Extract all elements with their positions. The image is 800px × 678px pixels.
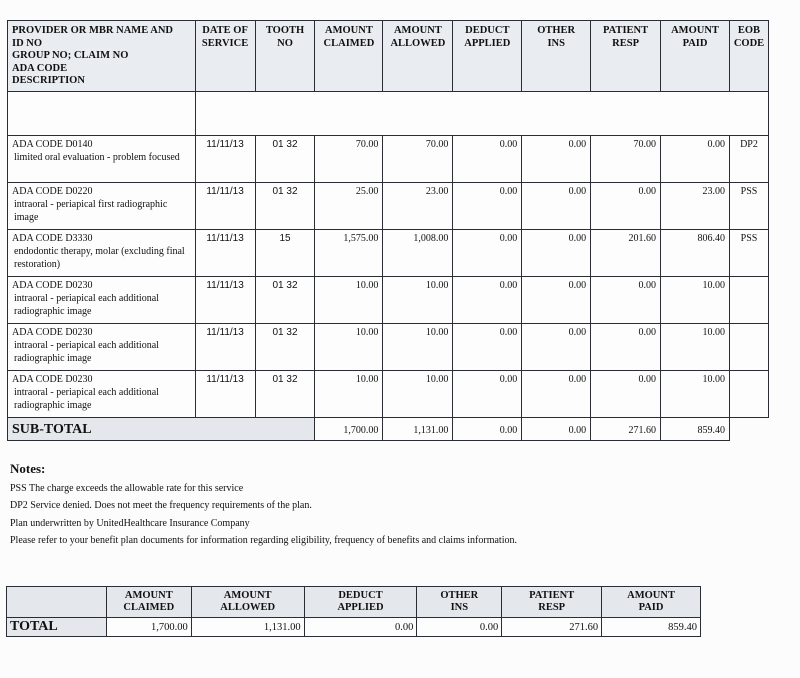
header-line: ALLOWED [390,37,446,49]
header-line: OTHER [440,590,479,601]
header-line: DATE OF [202,25,248,36]
amount-allowed: 23.00 [383,183,453,230]
header-line: ADA CODE [12,62,68,74]
header-line: DESCRIPTION [12,75,85,86]
tooth-no: 01 32 [255,277,315,324]
amount-allowed: 10.00 [383,371,453,418]
claim-row [8,136,769,183]
blank-row [8,92,769,136]
header-line: CLAIMED [123,602,175,613]
patient-resp: 70.00 [591,136,661,183]
deduct-applied: 0.00 [453,324,522,371]
header-line: AMOUNT [325,25,373,36]
header-line: CLAIMED [323,37,375,49]
deduct-applied: 0.00 [453,230,522,277]
subtotal-deduct: 0.00 [453,418,522,441]
header-line: EOB [737,25,761,36]
patient-resp: 0.00 [591,324,661,371]
header-other-ins [522,21,591,92]
other-ins: 0.00 [522,136,591,183]
amount-claimed: 1,575.00 [315,230,383,277]
header-line: PROVIDER OR MBR NAME AND [12,25,173,36]
header-line: AMOUNT [627,590,675,601]
total-header-deduct [304,587,417,618]
subtotal-claimed: 1,700.00 [315,418,383,441]
subtotal-empty [729,418,768,441]
other-ins: 0.00 [522,371,591,418]
amount-claimed: 10.00 [315,371,383,418]
total-value-row [7,618,701,637]
amount-allowed: 1,008.00 [383,230,453,277]
tooth-no: 15 [255,230,315,277]
blank-cell [195,92,768,136]
total-allowed: 1,131.00 [191,618,304,637]
total-other: 0.00 [417,618,502,637]
deduct-applied: 0.00 [453,183,522,230]
other-ins: 0.00 [522,277,591,324]
claim-row [8,230,769,277]
eob-code [729,324,768,371]
total-label: TOTAL [7,618,107,637]
date-of-service: 11/11/13 [195,277,255,324]
date-of-service: 11/11/13 [195,324,255,371]
service-description: intraoral - periapical each additional radiographic image [14,340,159,364]
claim-row [8,324,769,371]
header-line: AMOUNT [393,25,442,36]
amount-claimed: 70.00 [315,136,383,183]
header-line: NO [277,37,293,49]
tooth-no: 01 32 [255,136,315,183]
patient-resp: 0.00 [591,183,661,230]
amount-claimed: 10.00 [315,277,383,324]
amount-paid: 0.00 [661,136,730,183]
subtotal-patient: 271.60 [591,418,661,441]
note-line: Please refer to your benefit plan documents for information regarding eligibility, frequency of benefits and claims information. [10,535,517,546]
amount-allowed: 10.00 [383,277,453,324]
header-line: PATIENT [529,590,575,601]
header-line: OTHER [537,25,576,36]
header-paid [661,21,730,92]
header-line: INS [450,602,469,613]
total-header-row [7,587,701,618]
subtotal-paid: 859.40 [661,418,730,441]
service-cell [8,324,196,371]
service-description: intraoral - periapical each additional radiographic image [14,387,159,411]
subtotal-label: SUB-TOTAL [8,418,315,441]
header-tooth [255,21,315,92]
amount-paid: 23.00 [661,183,730,230]
tooth-no: 01 32 [255,324,315,371]
date-of-service: 11/11/13 [195,371,255,418]
note-line: DP2 Service denied. Does not meet the frequency requirements of the plan. [10,500,312,511]
total-paid: 859.40 [602,618,701,637]
ada-code: ADA CODE D0230 [12,327,93,338]
other-ins: 0.00 [522,183,591,230]
claim-row [8,183,769,230]
date-of-service: 11/11/13 [195,230,255,277]
total-header-empty [7,587,107,618]
deduct-applied: 0.00 [453,277,522,324]
header-line: INS [547,37,565,49]
patient-resp: 201.60 [591,230,661,277]
amount-allowed: 10.00 [383,324,453,371]
service-cell [8,277,196,324]
service-description: limited oral evaluation - problem focused [14,152,180,163]
header-line: RESP [612,37,640,49]
amount-paid: 10.00 [661,277,730,324]
claim-row [8,371,769,418]
deduct-applied: 0.00 [453,136,522,183]
subtotal-allowed: 1,131.00 [383,418,453,441]
total-table [6,586,701,637]
header-deduct [453,21,522,92]
ada-code: ADA CODE D0220 [12,186,93,197]
header-patient-resp [591,21,661,92]
header-line: PAID [638,602,664,613]
header-line: PATIENT [603,25,649,36]
header-provider [8,21,196,92]
subtotal-row [8,418,769,441]
claim-table [7,20,769,441]
claim-row [8,277,769,324]
header-line: APPLIED [464,37,511,49]
header-line: DEDUCT [338,590,383,601]
tooth-no: 01 32 [255,371,315,418]
header-line: RESP [538,602,566,613]
total-header-paid [602,587,701,618]
header-line: TOOTH [265,25,305,36]
header-line: AMOUNT [124,590,173,601]
total-patient: 271.60 [502,618,602,637]
blank-cell [8,92,196,136]
total-header-claimed [106,587,191,618]
service-description: intraoral - periapical first radiographic image [14,199,168,223]
service-cell [8,371,196,418]
header-line: CODE [733,37,765,49]
header-line: AMOUNT [671,25,719,36]
header-line: APPLIED [337,602,384,613]
amount-claimed: 10.00 [315,324,383,371]
header-line: AMOUNT [223,590,272,601]
total-header-allowed [191,587,304,618]
subtotal-other: 0.00 [522,418,591,441]
notes-section [10,460,517,550]
amount-paid: 10.00 [661,371,730,418]
total-deduct: 0.00 [304,618,417,637]
header-line: ALLOWED [220,602,276,613]
eob-code: PSS [729,230,768,277]
date-of-service: 11/11/13 [195,136,255,183]
tooth-no: 01 32 [255,183,315,230]
header-line: PAID [682,37,708,49]
ada-code: ADA CODE D0230 [12,280,93,291]
header-claimed [315,21,383,92]
header-line: DEDUCT [465,25,510,36]
note-line: Plan underwritten by UnitedHealthcare Insurance Company [10,517,250,529]
ada-code: ADA CODE D3330 [12,233,93,244]
ada-code: ADA CODE D0230 [12,374,93,385]
header-line: GROUP NO; CLAIM NO [12,50,129,61]
patient-resp: 0.00 [591,371,661,418]
total-header-other [417,587,502,618]
header-allowed [383,21,453,92]
deduct-applied: 0.00 [453,371,522,418]
other-ins: 0.00 [522,324,591,371]
amount-paid: 806.40 [661,230,730,277]
header-line: ID NO [12,37,43,49]
header-eob [729,21,768,92]
header-date [195,21,255,92]
total-header-patient [502,587,602,618]
eob-code: DP2 [729,136,768,183]
other-ins: 0.00 [522,230,591,277]
amount-allowed: 70.00 [383,136,453,183]
service-description: endodontic therapy, molar (excluding final restoration) [14,246,185,270]
service-cell [8,230,196,277]
service-cell [8,183,196,230]
ada-code: ADA CODE D0140 [12,139,93,150]
header-line: SERVICE [201,37,249,49]
eob-code [729,371,768,418]
amount-paid: 10.00 [661,324,730,371]
eob-code [729,277,768,324]
note-line: PSS The charge exceeds the allowable rate for this service [10,482,244,494]
service-cell [8,136,196,183]
patient-resp: 0.00 [591,277,661,324]
notes-title: Notes: [10,461,46,476]
total-claimed: 1,700.00 [106,618,191,637]
service-description: intraoral - periapical each additional radiographic image [14,293,159,317]
amount-claimed: 25.00 [315,183,383,230]
date-of-service: 11/11/13 [195,183,255,230]
eob-code: PSS [729,183,768,230]
header-row [8,21,769,92]
